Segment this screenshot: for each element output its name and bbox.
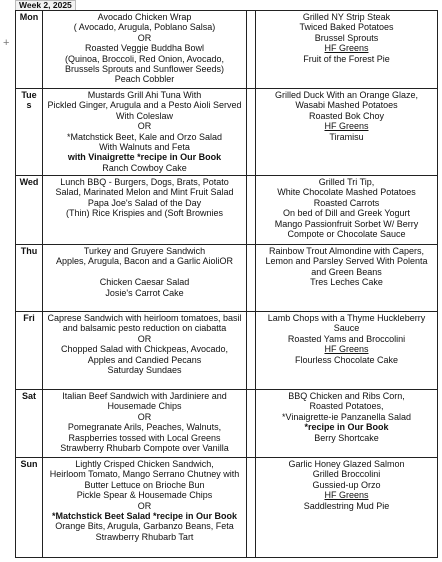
menu-line: With Coleslaw	[115, 110, 173, 121]
dinner-cell[interactable]	[256, 312, 438, 390]
menu-line: Ranch Cowboy Cake	[102, 162, 187, 173]
menu-line: Housemade Chips	[107, 401, 182, 412]
dinner-cell[interactable]	[256, 11, 438, 89]
week-label: Week 2, 2025	[15, 0, 76, 10]
menu-line: with Vinaigrette *recipe in Our Book	[67, 152, 222, 163]
menu-line: Lightly Crisped Chicken Sandwich,	[75, 459, 214, 469]
lunch-cell[interactable]	[43, 390, 247, 458]
menu-line: *Matchstick Beet, Kale and Orzo Salad	[66, 131, 223, 142]
menu-line: Saturday Sundaes	[107, 365, 182, 376]
dinner-cell[interactable]	[256, 458, 438, 558]
menu-line: Strawberry Rhubarb Compote over Vanilla	[60, 443, 229, 454]
menu-line: Roasted Carrots	[313, 197, 380, 208]
lunch-cell[interactable]	[43, 458, 247, 558]
menu-line: Avocado Chicken Wrap	[97, 12, 192, 22]
dinner-cell[interactable]	[256, 390, 438, 458]
menu-line: HF Greens	[324, 121, 369, 132]
menu-line: Turkey and Gruyere Sandwich	[83, 246, 206, 256]
menu-line: *Vinaigrette-ie Panzanella Salad	[282, 411, 411, 422]
menu-line: and balsamic pesto reduction on ciabatta	[62, 323, 227, 334]
menu-row-mon	[16, 11, 438, 89]
menu-line: Grilled Duck With an Orange Glaze,	[274, 90, 419, 100]
menu-row-fri	[16, 312, 438, 390]
menu-line: Raspberries tossed with Local Greens	[68, 432, 221, 443]
column-gap	[247, 89, 256, 176]
day-label: Wed	[16, 176, 43, 245]
menu-line: Heirloom Tomato, Mango Serrano Chutney with	[49, 469, 240, 480]
menu-line: Roasted Veggie Buddha Bowl	[84, 43, 205, 54]
menu-line: *recipe in Our Book	[304, 422, 389, 433]
menu-line: Orange Bits, Arugula, Garbanzo Beans, Feta	[55, 521, 234, 532]
menu-line: Twiced Baked Potatoes	[299, 22, 394, 33]
menu-line: OR	[137, 333, 152, 344]
menu-line: Peach Cobbler	[114, 74, 175, 85]
menu-row-sat	[16, 390, 438, 458]
menu-line: Italian Beef Sandwich with Jardiniere and	[62, 391, 227, 401]
menu-line: On bed of Dill and Greek Yogurt	[282, 208, 411, 219]
menu-line: Rainbow Trout Almondine with Capers,	[268, 246, 425, 256]
menu-line: Josie's Carrot Cake	[105, 287, 184, 298]
menu-row-tue	[16, 89, 438, 176]
menu-line: Salad, Marinated Melon and Mint Fruit Salad	[55, 187, 234, 198]
dinner-cell[interactable]	[256, 176, 438, 245]
menu-line: HF Greens	[324, 43, 369, 54]
lunch-cell[interactable]	[43, 245, 247, 312]
menu-line: *Matchstick Beet Salad *recipe in Our Book	[51, 511, 238, 522]
menu-line: OR	[137, 411, 152, 422]
column-gap	[247, 11, 256, 89]
menu-line: OR	[137, 32, 152, 43]
menu-line: Brussels Sprouts and Sunflower Seeds)	[64, 64, 225, 75]
menu-line: Fruit of the Forest Pie	[303, 53, 390, 64]
menu-line: BBQ Chicken and Ribs Corn,	[288, 391, 405, 401]
menu-line: Apples, Arugula, Bacon and a Garlic AioliOR	[55, 256, 234, 267]
column-gap	[247, 390, 256, 458]
menu-row-sun	[16, 458, 438, 558]
column-gap	[247, 312, 256, 390]
menu-line: Saddlestring Mud Pie	[303, 500, 390, 511]
menu-line: (Quinoa, Broccoli, Red Onion, Avocado,	[65, 53, 224, 64]
day-label: Tue s	[16, 89, 43, 176]
dinner-cell[interactable]	[256, 89, 438, 176]
menu-line: White Chocolate Mashed Potatoes	[277, 187, 416, 198]
menu-line: Lemon and Parsley Served With Polenta	[265, 256, 428, 267]
menu-line: Roasted Yams and Broccolini	[287, 333, 406, 344]
menu-line: HF Greens	[324, 490, 369, 501]
menu-line: Mango Passionfruit Sorbet W/ Berry	[274, 218, 419, 229]
menu-line: Compote or Chocolate Sauce	[287, 229, 406, 240]
menu-row-wed	[16, 176, 438, 245]
menu-line: With Walnuts and Feta	[99, 142, 190, 153]
menu-line: Chopped Salad with Chickpeas, Avocado,	[61, 344, 228, 355]
add-row-icon[interactable]: +	[3, 37, 10, 49]
column-gap	[247, 245, 256, 312]
menu-line: Berry Shortcake	[314, 432, 379, 443]
day-label: Mon	[16, 11, 43, 89]
menu-line: Papa Joe's Salad of the Day	[87, 197, 202, 208]
menu-line: OR	[137, 121, 152, 132]
menu-line: Mustards Grill Ahi Tuna With	[87, 90, 202, 100]
menu-line: ( Avocado, Arugula, Poblano Salsa)	[73, 22, 216, 33]
menu-line: Sauce	[333, 323, 360, 334]
menu-line: Strawberry Rhubarb Tart	[95, 531, 194, 542]
menu-line: Brussel Sprouts	[314, 32, 379, 43]
menu-line: HF Greens	[324, 344, 369, 355]
menu-line: Pickled Ginger, Arugula and a Pesto Aioli Served	[47, 100, 242, 111]
menu-line: Flourless Chocolate Cake	[294, 354, 399, 365]
menu-line: and Green Beans	[311, 266, 382, 277]
menu-line: Wasabi Mashed Potatoes	[295, 100, 398, 111]
menu-line: Tres Leches Cake	[310, 277, 383, 288]
menu-line	[45, 267, 244, 277]
menu-line: Chicken Caesar Salad	[99, 277, 190, 288]
menu-line: Roasted Potatoes,	[309, 401, 384, 412]
menu-line: Grilled Broccolini	[312, 469, 381, 480]
day-label: Thu	[16, 245, 43, 312]
lunch-cell[interactable]	[43, 89, 247, 176]
menu-line: Lamb Chops with a Thyme Huckleberry	[267, 313, 426, 323]
day-label: Sat	[16, 390, 43, 458]
menu-line: Grilled NY Strip Steak	[302, 12, 391, 22]
weekly-menu-table	[15, 10, 438, 558]
menu-line: Apples and Candied Pecans	[87, 354, 202, 365]
menu-line: Tiramisu	[329, 131, 364, 142]
column-gap	[247, 176, 256, 245]
menu-line: Garlic Honey Glazed Salmon	[288, 459, 405, 469]
menu-line: Pickle Spear & Housemade Chips	[76, 490, 213, 501]
lunch-cell[interactable]	[43, 176, 247, 245]
lunch-cell[interactable]	[43, 312, 247, 390]
menu-line: Lunch BBQ - Burgers, Dogs, Brats, Potato	[60, 177, 229, 187]
menu-line: (Thin) Rice Krispies and (Soft Brownies	[65, 208, 224, 219]
day-label: Sun	[16, 458, 43, 558]
menu-line: Caprese Sandwich with heirloom tomatoes, basil	[47, 313, 242, 323]
menu-line: Grilled Tri Tip,	[318, 177, 375, 187]
menu-line: Roasted Bok Choy	[308, 110, 385, 121]
dinner-cell[interactable]	[256, 245, 438, 312]
lunch-cell[interactable]	[43, 11, 247, 89]
menu-line: Gussied-up Orzo	[312, 479, 381, 490]
menu-line: OR	[137, 500, 152, 511]
column-gap	[247, 458, 256, 558]
menu-line: Pomegranate Arils, Peaches, Walnuts,	[67, 422, 222, 433]
menu-row-thu	[16, 245, 438, 312]
day-label: Fri	[16, 312, 43, 390]
menu-line: Butter Lettuce on Brioche Bun	[84, 479, 205, 490]
